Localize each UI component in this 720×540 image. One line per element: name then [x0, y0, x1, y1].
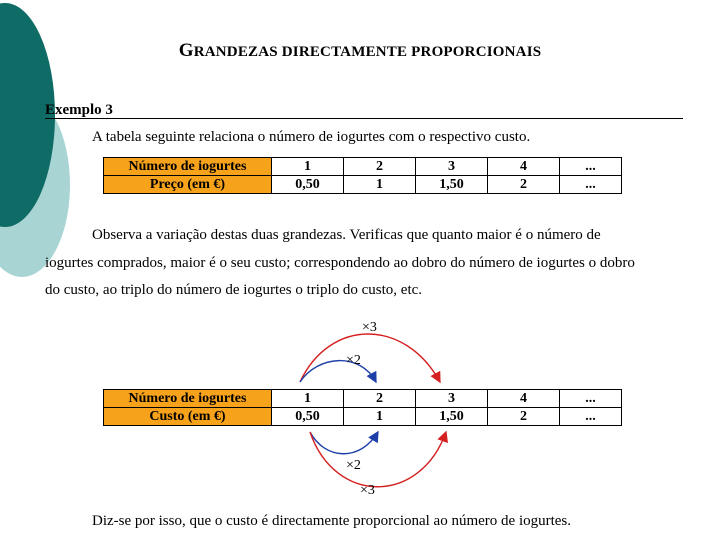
table-cell: ... — [560, 408, 622, 426]
table-cell: 2 — [488, 408, 560, 426]
table-cell: ... — [560, 390, 622, 408]
table-cell: 2 — [344, 158, 416, 176]
bottom-x2-arrow — [310, 432, 378, 454]
bottom-x2-label: ×2 — [346, 458, 361, 473]
table-cell: 1,50 — [416, 408, 488, 426]
table-cell: ... — [560, 158, 622, 176]
table-cell: 0,50 — [272, 176, 344, 194]
bottom-x3-label: ×3 — [360, 483, 375, 498]
top-x2-label: ×2 — [346, 353, 361, 368]
intro-text: A tabela seguinte relaciona o número de iogurtes com o respectivo custo. — [92, 129, 531, 145]
page-title: GRANDEZAS DIRECTAMENTE PROPORCIONAIS — [178, 40, 542, 61]
row-header-count: Número de iogurtes — [104, 158, 272, 176]
table-cell: 0,50 — [272, 408, 344, 426]
table-cell: 1 — [344, 176, 416, 194]
table-cell: 4 — [488, 158, 560, 176]
table-cell: 1 — [272, 158, 344, 176]
bottom-x3-arrow — [310, 432, 446, 487]
cost-table — [103, 389, 622, 426]
table-cell: ... — [560, 176, 622, 194]
table-cell: 4 — [488, 390, 560, 408]
conclusion-text: Diz-se por isso, que o custo é directamente proporcional ao número de iogurtes. — [92, 513, 572, 529]
row-header-count: Número de iogurtes — [104, 390, 272, 408]
example-heading: Exemplo 3 — [45, 102, 683, 119]
top-x3-label: ×3 — [362, 320, 377, 335]
top-x3-arrow — [300, 334, 440, 382]
table-cell: 2 — [488, 176, 560, 194]
table-cell: 1 — [344, 408, 416, 426]
table-cell: 3 — [416, 390, 488, 408]
table-cell: 1,50 — [416, 176, 488, 194]
table-cell: 3 — [416, 158, 488, 176]
table-cell: 1 — [272, 390, 344, 408]
table-cell: 2 — [344, 390, 416, 408]
table-row — [104, 408, 622, 426]
paragraph-line-3: do custo, ao triplo do número de iogurtes o triplo do custo, etc. — [45, 282, 423, 298]
paragraph-line-1: Observa a variação destas duas grandezas. Verificas que quanto maior é o número de — [92, 227, 601, 243]
table-row — [104, 390, 622, 408]
row-header-price: Preço (em €) — [104, 176, 272, 194]
paragraph-line-2: iogurtes comprados, maior é o seu custo; correspondendo ao dobro do número de iogurtes o dobro — [45, 255, 635, 271]
row-header-cost: Custo (em €) — [104, 408, 272, 426]
